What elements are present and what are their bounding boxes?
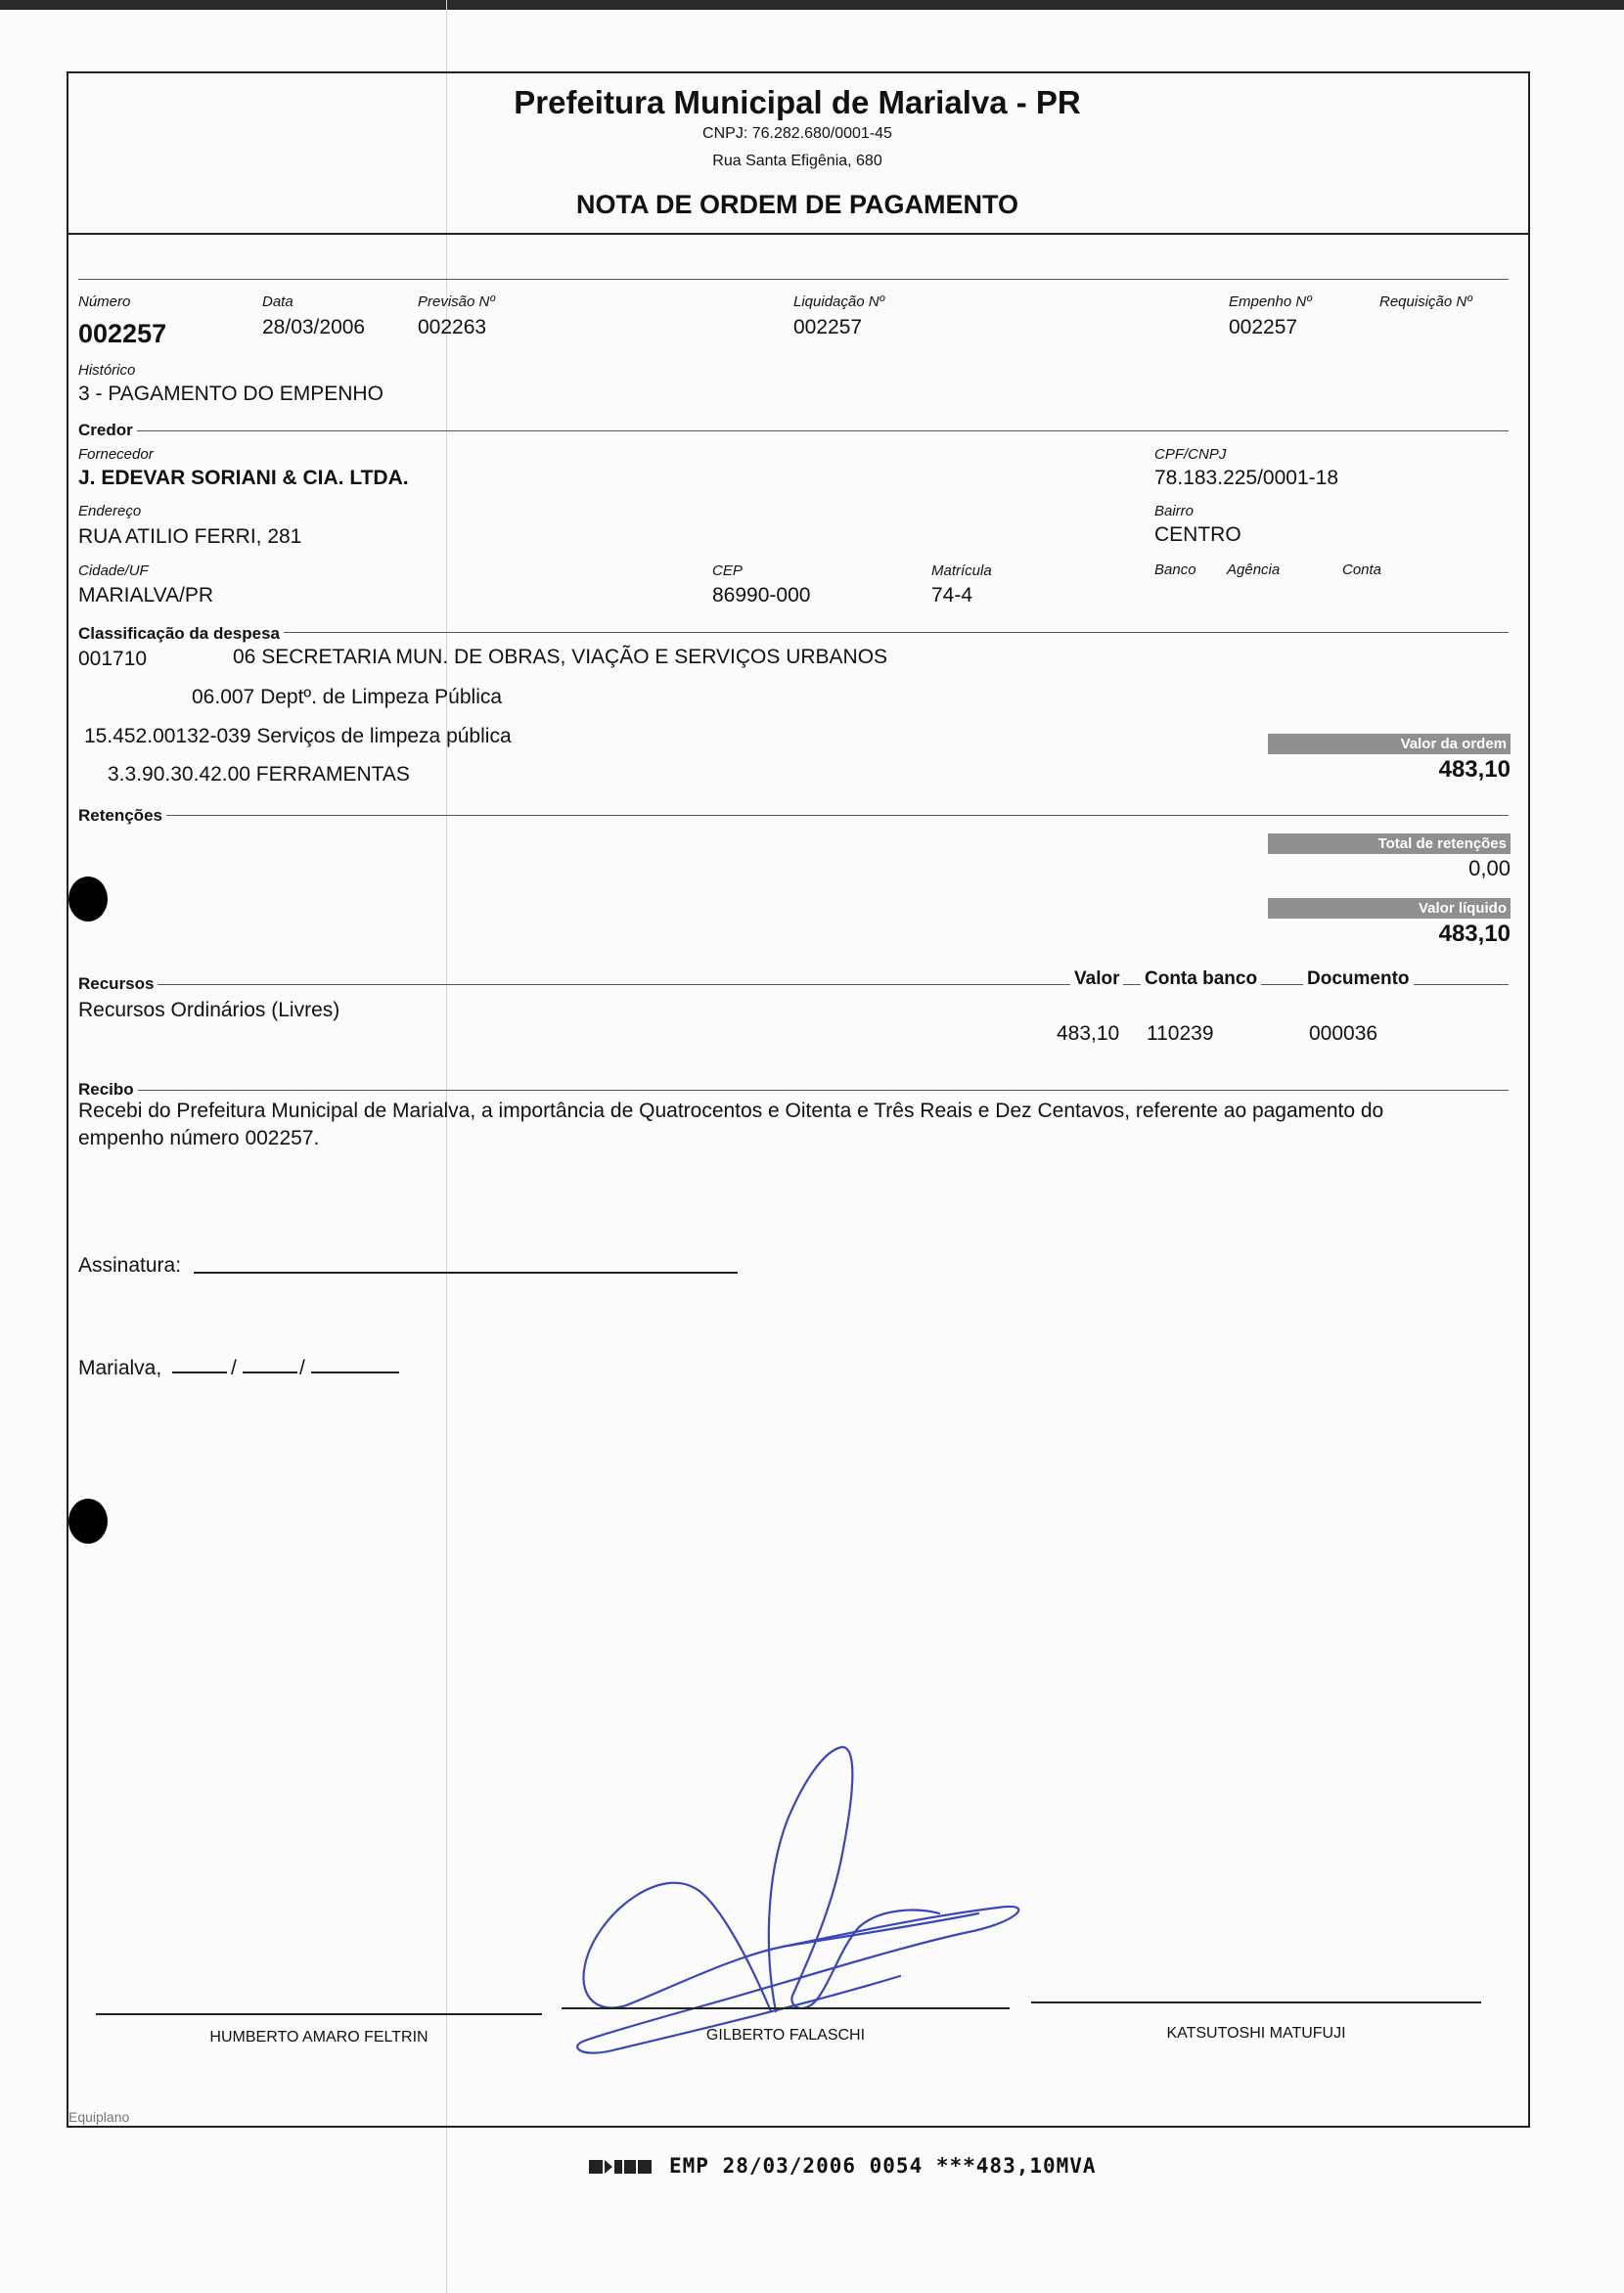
liquidacao-value: 002257 [793, 316, 863, 338]
recursos-descricao: Recursos Ordinários (Livres) [78, 999, 340, 1021]
bairro-label: Bairro [1154, 503, 1195, 519]
signatory-2: GILBERTO FALASCHI [705, 2027, 866, 2044]
date-year-line [311, 1371, 399, 1373]
total-retencoes-label: Total de retenções [1268, 833, 1511, 854]
empenho-label: Empenho Nº [1229, 293, 1312, 310]
previsao-label: Previsão Nº [418, 293, 495, 310]
data-value: 28/03/2006 [262, 316, 366, 338]
recursos-valor-label: Valor [1070, 968, 1123, 990]
cpf-value: 78.183.225/0001-18 [1154, 467, 1339, 489]
numero-value: 002257 [78, 319, 167, 348]
signature-line-2 [562, 2007, 1010, 2009]
fornecedor-label: Fornecedor [78, 446, 154, 463]
scan-top-edge [0, 0, 1624, 10]
header-divider [67, 233, 1528, 235]
date-sep-2: / [299, 1357, 305, 1379]
recibo-text-line2: empenho número 002257. [78, 1127, 320, 1149]
valor-liquido-label: Valor líquido [1268, 898, 1511, 919]
document-title: NOTA DE ORDEM DE PAGAMENTO [575, 190, 1018, 219]
banco-label: Banco [1154, 562, 1196, 578]
cep-value: 86990-000 [712, 584, 811, 607]
recursos-conta-banco-label: Conta banco [1141, 968, 1261, 990]
punch-hole-bottom [68, 1499, 108, 1544]
recursos-conta-banco: 110239 [1147, 1022, 1214, 1045]
conta-label: Conta [1342, 562, 1382, 578]
requisicao-label: Requisição Nº [1379, 293, 1472, 310]
endereco-label: Endereço [78, 503, 142, 519]
classificacao-line4: 3.3.90.30.42.00 FERRAMENTAS [108, 763, 410, 786]
assinatura-label: Assinatura: [78, 1254, 182, 1277]
recibo-text-line1: Recebi do Prefeitura Municipal de Marialva, a importância de Quatrocentos e Oitenta e Três Reais e Dez Centavos, referente ao pagamento do [78, 1100, 1384, 1122]
numero-label: Número [78, 293, 131, 310]
address-text: Rua Santa Efigênia, 680 [712, 153, 882, 169]
classificacao-code: 001710 [78, 648, 148, 670]
credor-section: Credor [78, 421, 137, 440]
date-day-line [172, 1371, 227, 1373]
page-title: Prefeitura Municipal de Marialva - PR [514, 84, 1081, 120]
cidade-label: Cidade/UF [78, 562, 149, 579]
retencoes-section: Retenções [78, 806, 166, 826]
matricula-value: 74-4 [931, 584, 973, 607]
valor-ordem-label: Valor da ordem [1268, 734, 1511, 754]
payment-stamp: EMP 28/03/2006 0054 ***483,10MVA [669, 2154, 1097, 2178]
matricula-label: Matrícula [931, 562, 992, 579]
valor-liquido-value: 483,10 [1438, 921, 1511, 947]
cpf-label: CPF/CNPJ [1154, 446, 1227, 463]
software-credit: Equiplano [68, 2109, 130, 2125]
handwritten-signature [548, 1722, 1057, 2074]
bairro-value: CENTRO [1154, 523, 1241, 546]
date-sep-1: / [231, 1357, 237, 1379]
recursos-section: Recursos [78, 974, 158, 994]
classificacao-line1: 06 SECRETARIA MUN. DE OBRAS, VIAÇÃO E SERVIÇOS URBANOS [233, 646, 888, 668]
total-retencoes-value: 0,00 [1468, 856, 1511, 880]
fornecedor-value: J. EDEVAR SORIANI & CIA. LTDA. [78, 467, 409, 489]
historico-value: 3 - PAGAMENTO DO EMPENHO [78, 382, 383, 405]
assinatura-line [194, 1272, 738, 1274]
recibo-section: Recibo [78, 1080, 138, 1100]
classificacao-line2: 06.007 Deptº. de Limpeza Pública [192, 686, 503, 708]
classificacao-section: Classificação da despesa [78, 624, 284, 644]
endereco-value: RUA ATILIO FERRI, 281 [78, 525, 302, 548]
punch-hole-top [68, 877, 108, 922]
info-top-rule [78, 279, 1509, 280]
credor-rule [78, 430, 1509, 431]
signature-line-1 [96, 2013, 542, 2015]
cidade-value: MARIALVA/PR [78, 584, 214, 607]
previsao-value: 002263 [418, 316, 487, 338]
recursos-documento: 000036 [1309, 1022, 1378, 1045]
recursos-valor: 483,10 [1057, 1022, 1120, 1045]
agencia-label: Agência [1227, 562, 1281, 578]
stamp-logo-icon [587, 2154, 654, 2180]
cnpj-text: CNPJ: 76.282.680/0001-45 [702, 125, 892, 142]
valor-ordem-value: 483,10 [1438, 756, 1511, 783]
liquidacao-label: Liquidação Nº [793, 293, 885, 310]
data-label: Data [262, 293, 293, 310]
cep-label: CEP [712, 562, 743, 579]
historico-label: Histórico [78, 362, 136, 379]
local-label: Marialva, [78, 1357, 162, 1379]
recibo-rule [78, 1090, 1509, 1091]
retencoes-rule [78, 815, 1509, 816]
signatory-1: HUMBERTO AMARO FELTRIN [209, 2029, 429, 2046]
signature-line-3 [1031, 2001, 1481, 2003]
signatory-3: KATSUTOSHI MATUFUJI [1166, 2025, 1346, 2042]
classificacao-line3: 15.452.00132-039 Serviços de limpeza pública [84, 725, 512, 747]
recursos-rule [78, 984, 1509, 985]
classificacao-rule [78, 632, 1509, 633]
empenho-value: 002257 [1229, 316, 1298, 338]
recursos-documento-label: Documento [1303, 968, 1414, 990]
date-month-line [243, 1371, 297, 1373]
